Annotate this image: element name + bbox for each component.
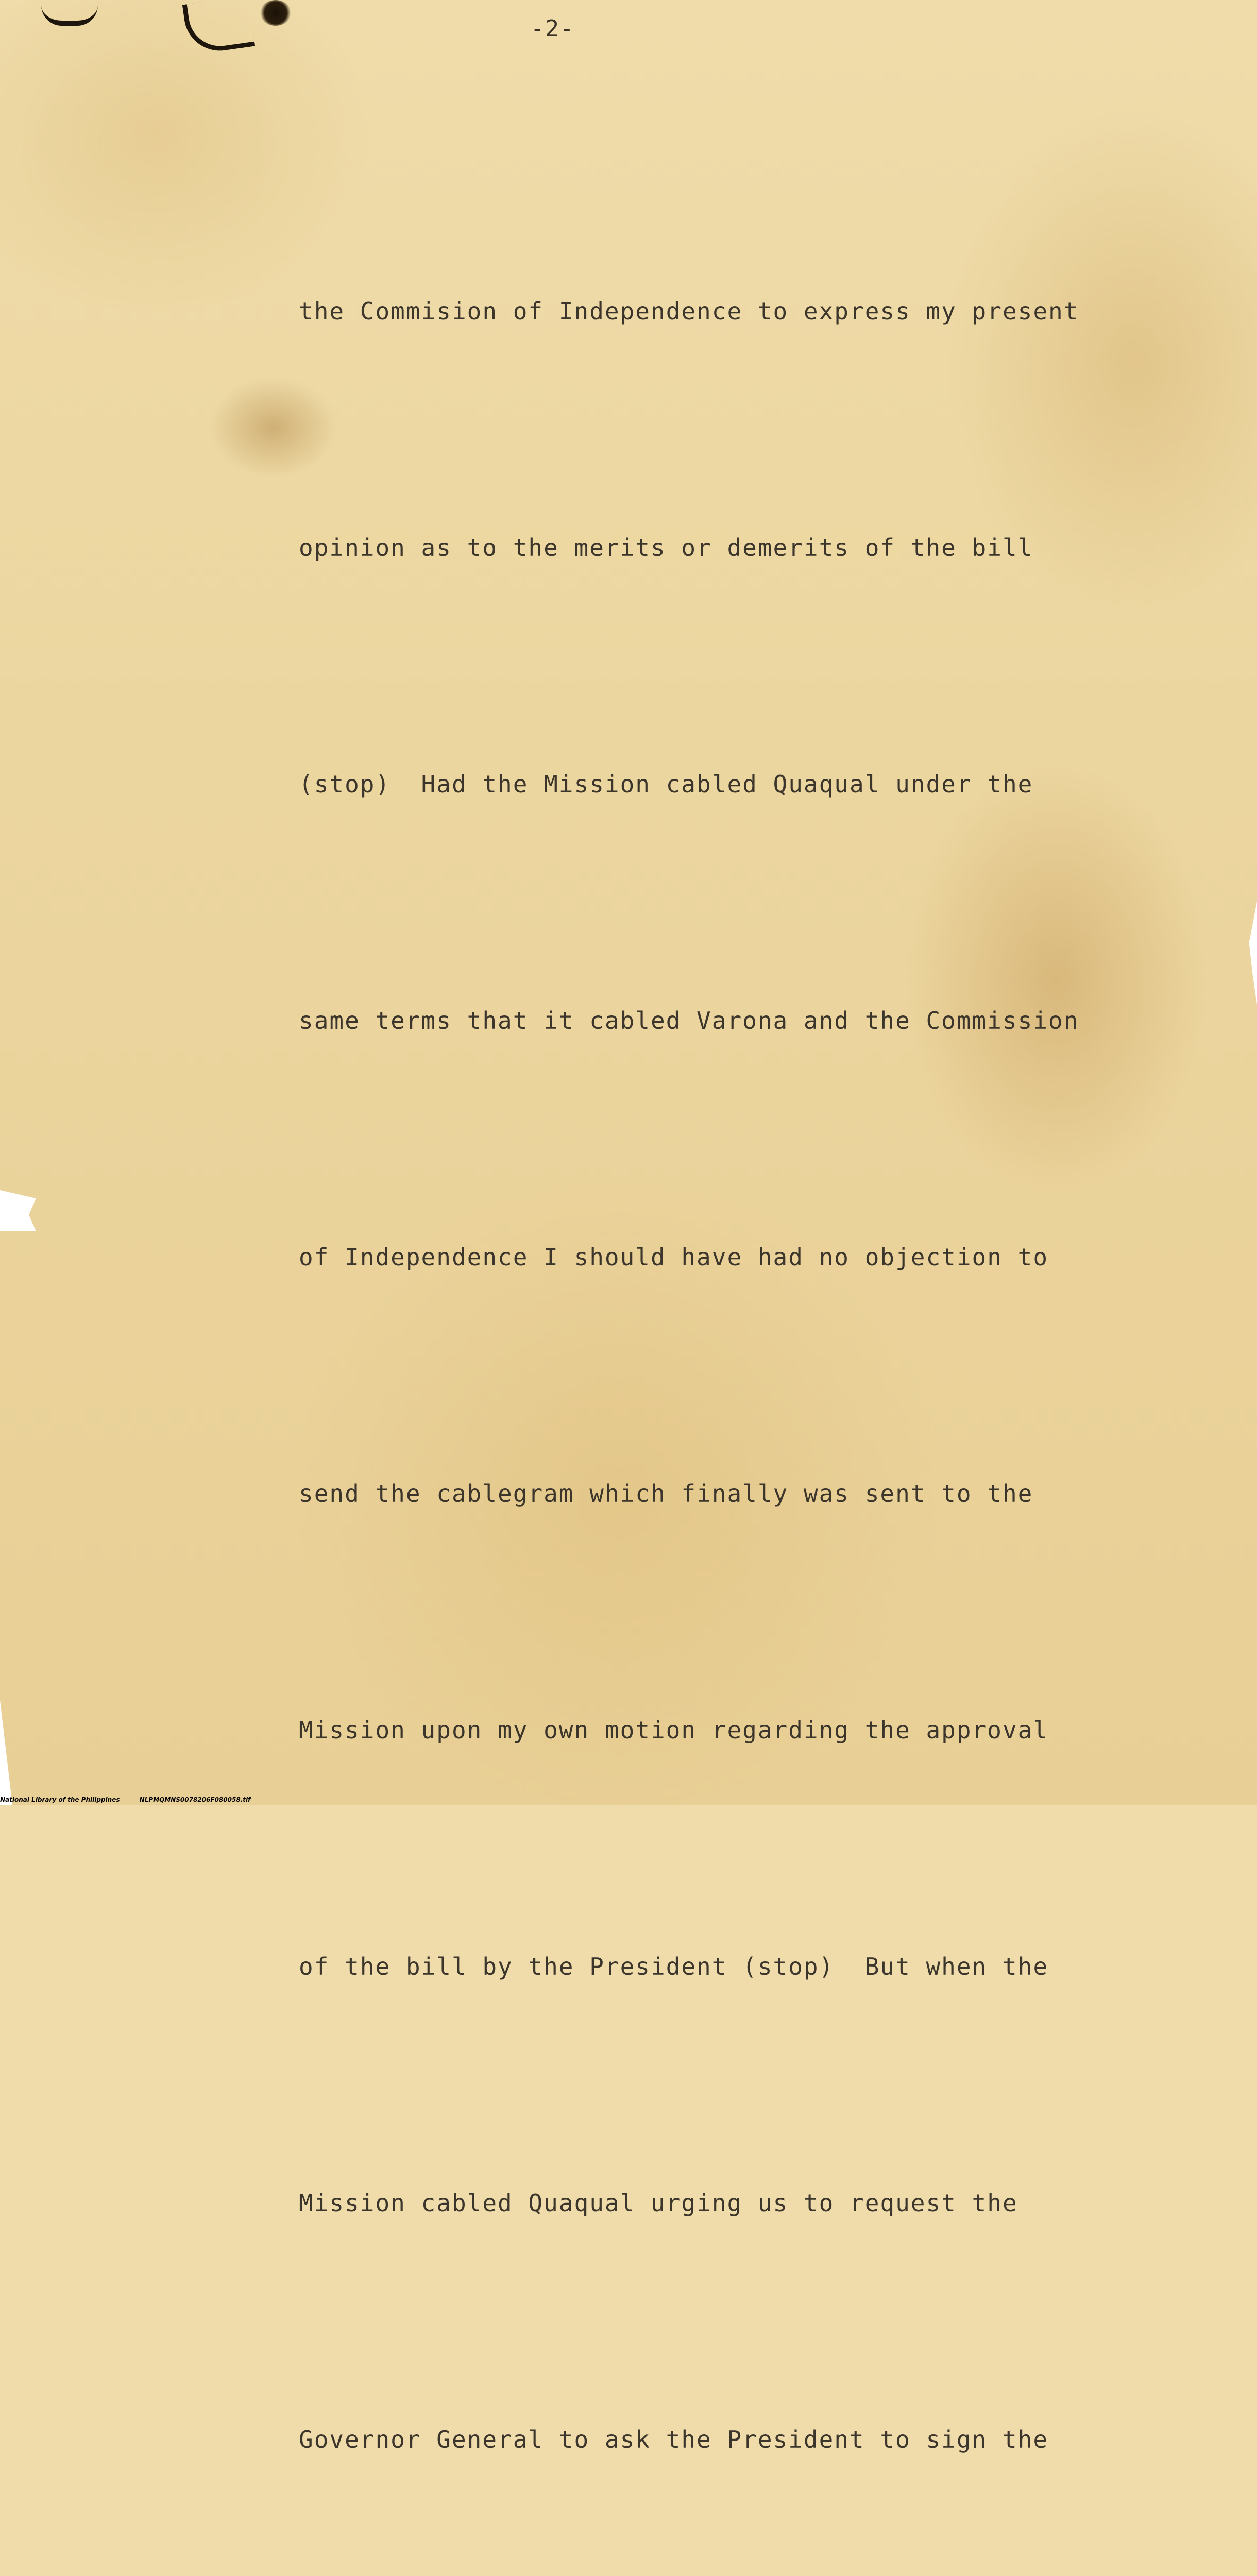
scan-footer — [0, 1794, 1257, 1805]
torn-edge-right — [1246, 902, 1257, 1005]
torn-corner — [0, 1700, 31, 1805]
text-line: Governor General to ask the President to sign the — [299, 2426, 1049, 2453]
torn-edge — [0, 1190, 36, 1231]
footer-institution: National Library of the Philippines — [0, 1796, 120, 1803]
text-line: same terms that it cabled Varona and the Commission — [299, 1007, 1079, 1035]
page-number: -2- — [531, 15, 575, 42]
ink-stroke — [41, 0, 98, 26]
ink-blot — [260, 0, 291, 26]
text-line: Mission upon my own motion regarding the approval — [299, 1716, 1049, 1744]
text-line: the Commision of Independence to express my present — [299, 297, 1079, 325]
footer-file-id: NLPMQMNS0078206F080058.tif — [139, 1796, 251, 1803]
text-line: of the bill by the President (stop) But when the — [299, 1953, 1049, 1980]
typed-text-body — [299, 114, 1226, 2576]
text-line: Mission cabled Quaqual urging us to request the — [299, 2189, 1018, 2217]
text-line: (stop) Had the Mission cabled Quaqual under the — [299, 770, 1033, 798]
text-line: of Independence I should have had no objection to — [299, 1243, 1049, 1271]
handwritten-mark — [182, 0, 256, 55]
text-line: opinion as to the merits or demerits of the bill — [299, 534, 1033, 562]
text-line: send the cablegram which finally was sent to the — [299, 1480, 1033, 1507]
